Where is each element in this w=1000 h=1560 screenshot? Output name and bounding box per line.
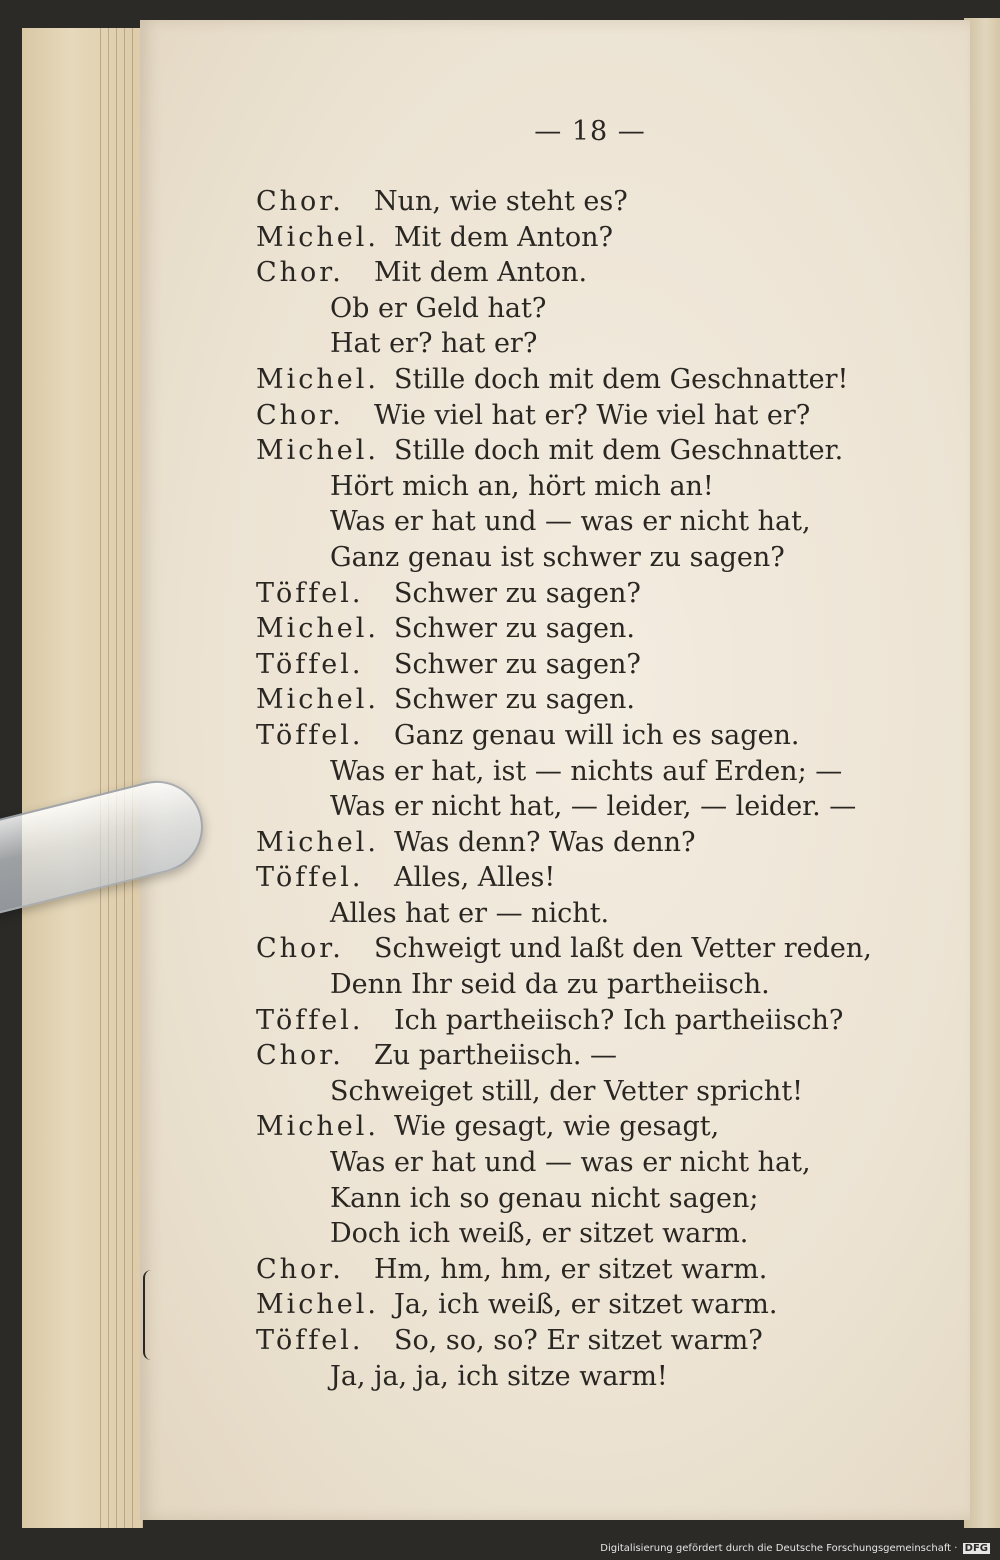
speaker-name: Chor. (256, 1253, 344, 1285)
text-line (140, 1145, 970, 1181)
spoken-text: Stille doch mit dem Geschnatter. (394, 435, 844, 467)
spoken-text: Ganz genau will ich es sagen. (394, 719, 800, 751)
text-line (140, 255, 970, 291)
text-line (140, 1003, 970, 1039)
spoken-text: Alles, Alles! (394, 862, 556, 894)
speaker-name: Chor. (256, 933, 344, 965)
spoken-text: Schwer zu sagen. (394, 684, 635, 716)
speaker-name: Chor. (256, 257, 344, 289)
text-line (140, 1359, 970, 1395)
text-line (140, 1216, 970, 1252)
spoken-text: Ich partheiisch? Ich partheiisch? (394, 1004, 844, 1036)
text-line (140, 860, 970, 896)
text-line (140, 754, 970, 790)
text-line (140, 220, 970, 256)
speaker-name: Michel. (256, 826, 379, 858)
text-line (140, 967, 970, 1003)
speaker-name: Töffel. (256, 648, 364, 680)
spoken-text: Hat er? hat er? (330, 328, 538, 360)
funding-footer (596, 1541, 994, 1556)
speaker-name: Michel. (256, 221, 379, 253)
spoken-text: Schwer zu sagen? (394, 577, 641, 609)
speaker-name: Michel. (256, 435, 379, 467)
spoken-text: Nun, wie steht es? (374, 186, 628, 217)
spoken-text: Kann ich so genau nicht sagen; (330, 1182, 759, 1214)
spoken-text: Ob er Geld hat? (330, 292, 547, 324)
spoken-text: Schweiget still, der Vetter spricht! (330, 1075, 804, 1107)
spoken-text: Mit dem Anton. (374, 257, 588, 289)
text-line (140, 1074, 970, 1110)
spoken-text: Schwer zu sagen. (394, 613, 635, 645)
spoken-text: Doch ich weiß, er sitzet warm. (330, 1218, 749, 1250)
duet-brace (143, 1270, 155, 1360)
spoken-text: Hört mich an, hört mich an! (330, 470, 714, 502)
text-line (140, 184, 970, 220)
text-line (140, 931, 970, 967)
speaker-name: Töffel. (256, 1004, 364, 1036)
spoken-text: Hm, hm, hm, er sitzet warm. (374, 1253, 768, 1285)
speaker-name: Töffel. (256, 1325, 364, 1356)
text-line (140, 504, 970, 540)
spoken-text: Wie viel hat er? Wie viel hat er? (374, 399, 811, 431)
speaker-name: Töffel. (256, 719, 364, 751)
text-line (140, 1287, 970, 1323)
dfg-logo: DFG (964, 1543, 988, 1554)
spoken-text: Was er hat und — was er nicht hat, (330, 1147, 811, 1179)
speaker-name: Michel. (256, 1289, 379, 1321)
spoken-text: Schwer zu sagen? (394, 648, 641, 680)
text-line (140, 647, 970, 683)
text-line (140, 326, 970, 362)
speaker-name: Chor. (256, 1040, 344, 1072)
spoken-text: Ganz genau ist schwer zu sagen? (330, 541, 785, 573)
text-line (140, 291, 970, 327)
spoken-text: Stille doch mit dem Geschnatter! (394, 363, 849, 395)
spoken-text: Zu partheiisch. — (374, 1040, 618, 1072)
speaker-name: Chor. (256, 399, 344, 431)
text-line (140, 469, 970, 505)
text-line (140, 1038, 970, 1074)
text-line (140, 682, 970, 718)
text-line (140, 896, 970, 932)
text-line (140, 1109, 970, 1145)
spoken-text: Denn Ihr seid da zu partheiisch. (330, 969, 770, 1001)
book-page (140, 20, 970, 1520)
speaker-name: Michel. (256, 684, 379, 716)
text-line (140, 789, 970, 825)
page-number: — 18 — (534, 116, 646, 147)
text-line (140, 1252, 970, 1288)
dialogue-text (140, 184, 970, 1394)
funding-footer-text: Digitalisierung gefördert durch die Deutsche Forschungsgemeinschaft · (600, 1543, 958, 1554)
spoken-text: Ja, ja, ja, ich sitze warm! (330, 1360, 668, 1392)
speaker-name: Michel. (256, 613, 379, 645)
text-line (140, 540, 970, 576)
spoken-text: Wie gesagt, wie gesagt, (394, 1111, 720, 1143)
spoken-text: Was denn? Was denn? (394, 826, 696, 858)
spoken-text: Mit dem Anton? (394, 221, 614, 253)
speaker-name: Michel. (256, 1111, 379, 1143)
text-line (140, 825, 970, 861)
speaker-name: Michel. (256, 363, 379, 395)
spoken-text: Was er hat und — was er nicht hat, (330, 506, 811, 538)
spoken-text: Ja, ich weiß, er sitzet warm. (394, 1289, 778, 1321)
text-line (140, 433, 970, 469)
text-line (140, 718, 970, 754)
speaker-name: Chor. (256, 186, 344, 217)
spoken-text: Was er nicht hat, — leider, — leider. — (330, 791, 857, 823)
text-line (140, 362, 970, 398)
spoken-text: Was er hat, ist — nichts auf Erden; — (330, 755, 843, 787)
text-line (140, 611, 970, 647)
spoken-text: Schweigt und laßt den Vetter reden, (374, 933, 872, 965)
text-line (140, 1181, 970, 1217)
text-line (140, 576, 970, 612)
text-line (140, 1323, 970, 1359)
speaker-name: Töffel. (256, 862, 364, 894)
text-line (140, 398, 970, 434)
spoken-text: So, so, so? Er sitzet warm? (394, 1325, 763, 1356)
page-stack-left-edge (22, 28, 143, 1528)
speaker-name: Töffel. (256, 577, 364, 609)
spoken-text: Alles hat er — nicht. (330, 897, 610, 929)
